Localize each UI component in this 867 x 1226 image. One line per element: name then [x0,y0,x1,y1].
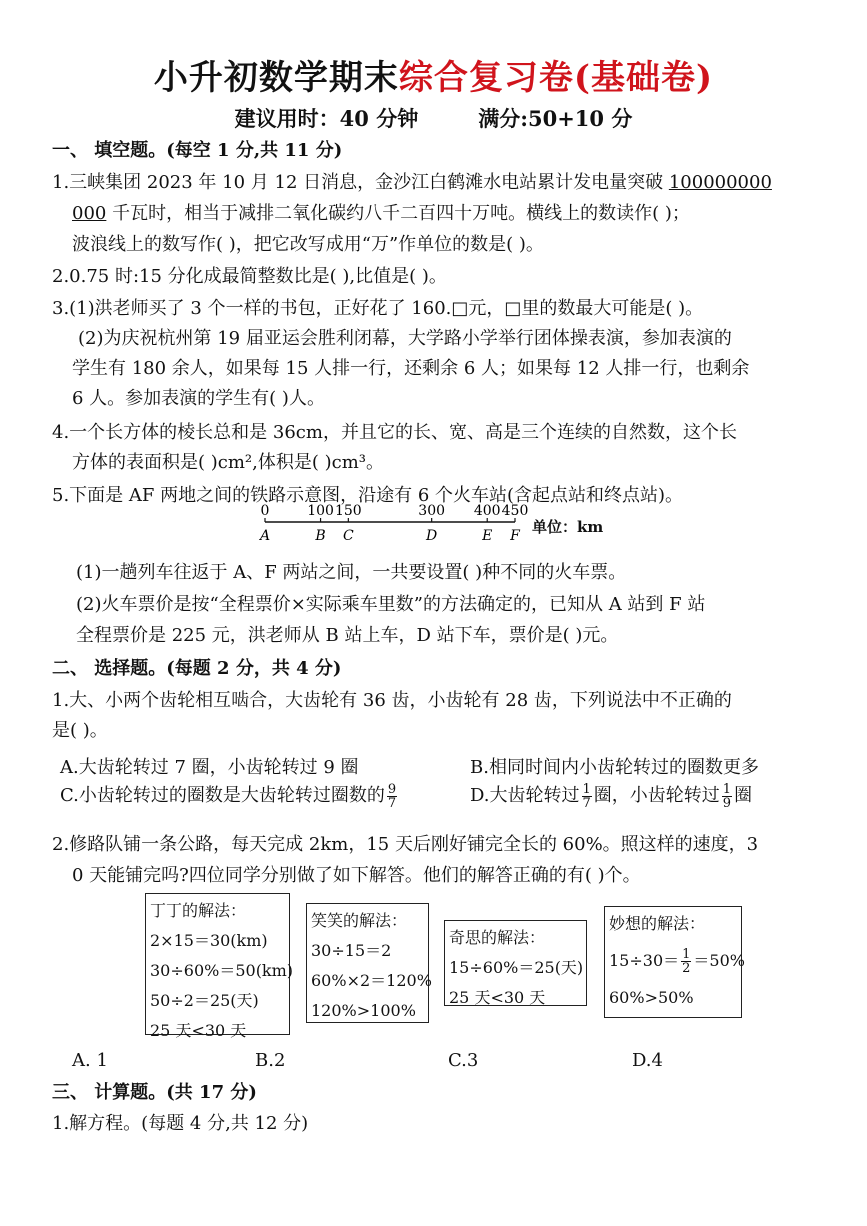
q4-line2: 方体的表面积是( )cm²,体积是( )cm³。 [72,452,384,473]
option-c: C.小齿轮转过的圈数是大齿轮转过圈数的 $\frac{9}{7}$ [60,781,397,811]
q5-line1: 5.下面是 AF 两地之间的铁路示意图，沿途有 6 个火车站(含起点站和终点站)。 [52,485,684,506]
q5-sub1: (1)一趟列车往返于 A、F 两站之间，一共要设置( )种不同的火车票。 [76,562,627,583]
station-letter-label: C [342,528,354,544]
station-letter-label: D [426,528,438,544]
xiaoxiao-solution-box: 笑笑的解法： 30÷15＝2 60%×2＝120% 120%>100% [306,903,429,1023]
title-black: 小升初数学期末 [153,58,399,98]
title-red: 综合复习卷(基础卷) [398,58,714,98]
s2q2-option-d: D.4 [632,1050,663,1071]
section2-heading: 二、 选择题。(每题 2 分，共 4 分) [52,658,342,679]
station-letter-label: A [259,528,271,544]
option-d: D.大齿轮转过 $\frac{1}{7}$ 圈，小齿轮转过 $\frac{1}{9}$ 圈 [470,781,753,811]
section1-heading: 一、 填空题。(每空 1 分,共 11 分) [52,140,343,161]
fraction-1-2: $\frac{1}{2}$ [682,947,691,976]
exam-info [0,103,867,133]
s2q2-line1: 2.修路队铺一条公路，每天完成 2km，15 天后刚好铺完全长的 60%。照这样的速度，3 [52,834,759,855]
station-km-label: 300 [418,503,446,519]
station-letter-label: F [510,528,520,544]
railway-unit: 单位：km [532,518,604,536]
s2q2-option-a: A. 1 [72,1050,108,1071]
station-letter-label: B [315,528,326,544]
miaoxiang-solution-box: 妙想的解法： 15÷30＝ $\frac{1}{2}$ ＝50% 60%>50% [604,906,742,1018]
section3-heading: 三、 计算题。(共 17 分) [52,1082,257,1103]
q5-sub2-line2: 全程票价是 225 元，洪老师从 B 站上车，D 站下车，票价是( )元。 [76,625,619,646]
dingding-solution-box: 丁丁的解法： 2×15＝30(km) 30÷60%＝50(km) 50÷2＝25(天) 25 天<30 天 [145,893,290,1035]
s2q1-line1: 1.大、小两个齿轮相互啮合，大齿轮有 36 齿，小齿轮有 28 齿，下列说法中不正确的 [52,690,732,711]
fraction-9-7: $\frac{9}{7}$ [387,781,397,811]
station-km-label: 400 [473,503,501,519]
q1-line3: 波浪线上的数写作( )，把它改写成用“万”作单位的数是( )。 [72,234,544,255]
station-letter-label: E [482,528,493,544]
s2q2-option-b: B.2 [255,1050,286,1071]
s2q2-line2: 0 天能铺完吗?四位同学分别做了如下解答。他们的解答正确的有( )个。 [72,865,641,886]
q3-line4: 6 人。参加表演的学生有( )人。 [72,388,325,409]
option-b: B.相同时间内小齿轮转过的圈数更多 [470,757,759,778]
station-km-label: 100 [307,503,334,519]
underlined-number: 100000000 [668,172,772,193]
qisi-solution-box: 奇思的解法： 15÷60%＝25(天) 25 天<30 天 [444,920,587,1006]
q4-line1: 4.一个长方体的棱长总和是 36cm，并且它的长、宽、高是三个连续的自然数，这个长 [52,422,737,443]
q3-line1: 3.(1)洪老师买了 3 个一样的书包，正好花了 160.□元，□里的数最大可能是( )。 [52,298,704,319]
fraction-1-7: $\frac{1}{7}$ [582,781,591,811]
station-km-label: 450 [501,503,529,519]
q2-line: 2.0.75 时:15 分化成最简整数比是( ),比值是( )。 [52,266,447,287]
railway-diagram [255,500,575,548]
railway-svg [255,500,575,548]
fraction-1-9: $\frac{1}{9}$ [722,781,732,811]
s2q1-line2: 是( )。 [52,720,108,741]
q3-line2: (2)为庆祝杭州第 19 届亚运会胜利闭幕，大学路小学举行团体操表演，参加表演的 [78,328,732,349]
q5-sub2-line1: (2)火车票价是按“全程票价×实际乘车里数”的方法确定的，已知从 A 站到 F 站 [76,594,706,615]
station-km-label: 150 [334,503,362,519]
s2q2-option-c: C.3 [448,1050,479,1071]
option-a: A.大齿轮转过 7 圈，小齿轮转过 9 圈 [60,757,359,778]
q1-line2: 000 千瓦时，相当于减排二氧化碳约八千二百四十万吨。横线上的数读作( )； [72,203,690,224]
q1-line1: 1.三峡集团 2023 年 10 月 12 日消息，金沙江白鹤滩水电站累计发电量突破 100000000 [52,172,772,193]
s3q1-line: 1.解方程。(每题 4 分,共 12 分) [52,1113,309,1134]
page-title [0,50,867,99]
q3-line3: 学生有 180 余人，如果每 15 人排一行，还剩余 6 人；如果每 12 人排一行，也剩余 [72,358,750,379]
score-label: 满分:50+10 分 [478,106,633,131]
time-label: 建议用时：40 分钟 [234,106,419,131]
station-km-label: 0 [260,503,270,519]
